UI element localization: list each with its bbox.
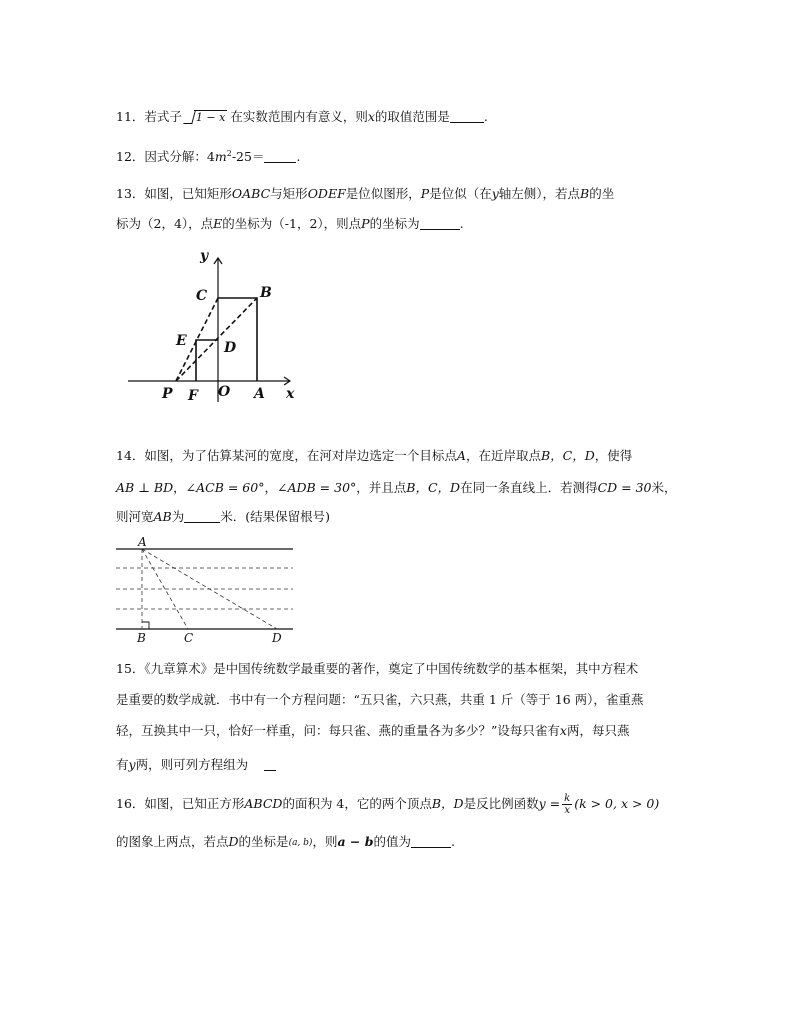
q13-text: 的坐标为（-1，2），则点 bbox=[222, 216, 362, 231]
points-bd: B，D bbox=[431, 796, 464, 811]
function-y: y = bbox=[538, 796, 561, 811]
q11-text: 11．若式子 bbox=[116, 109, 182, 124]
question-15-line-4 bbox=[116, 755, 276, 773]
q13-text: 轴左侧），若点 bbox=[498, 186, 581, 201]
q14-text: ，并且点 bbox=[356, 480, 407, 495]
q16-text: ，则 bbox=[312, 834, 338, 849]
q16-text: 的面积为 4，它的两个顶点 bbox=[282, 796, 432, 811]
q14-text: 米， bbox=[651, 480, 677, 495]
variable-x: x bbox=[367, 109, 375, 124]
point-p: P bbox=[361, 216, 370, 231]
square-abcd: ABCD bbox=[244, 796, 283, 811]
question-13-line-2 bbox=[116, 214, 464, 232]
q15-text: 有 bbox=[116, 757, 129, 772]
radicand: 1 − x bbox=[195, 111, 226, 124]
q14-text: ，在近岸取点 bbox=[465, 448, 541, 463]
question-16-line-1 bbox=[116, 793, 659, 816]
period: . bbox=[483, 109, 488, 124]
denominator: x bbox=[564, 805, 570, 816]
q15-text: 两，每只燕 bbox=[566, 723, 630, 738]
points-bcd: B，C，D bbox=[540, 448, 595, 463]
q16-text: 16．如图，已知正方形 bbox=[116, 796, 245, 811]
variable-x: x bbox=[559, 723, 567, 738]
label-f: F bbox=[188, 388, 198, 404]
q13-text: 与矩形 bbox=[270, 186, 308, 201]
domain-condition: (k > 0, x > 0) bbox=[574, 796, 660, 811]
label-a: A bbox=[138, 535, 147, 549]
coordinate-ab: (a, b) bbox=[288, 838, 313, 848]
answer-blank bbox=[411, 835, 451, 848]
question-15-line-2 bbox=[116, 690, 643, 708]
angle-adb: ∠ADB = 30° bbox=[276, 480, 357, 495]
variable-m: m bbox=[214, 149, 227, 164]
label-c: C bbox=[184, 631, 194, 645]
question-15-line-3 bbox=[116, 721, 629, 739]
q13-text: 的坐 bbox=[589, 186, 615, 201]
label-c: C bbox=[196, 288, 208, 304]
sqrt-expression bbox=[185, 109, 227, 124]
label-o: O bbox=[218, 384, 231, 400]
q11-text-mid: 在实数范围内有意义，则 bbox=[230, 109, 368, 124]
label-d: D bbox=[224, 340, 237, 356]
right-angle-mark bbox=[142, 622, 149, 629]
label-a: A bbox=[254, 386, 265, 402]
q15-text: 15．《九章算术》是中国传统数学最重要的著作，奠定了中国传统数学的基本框架，其中方程术 bbox=[116, 661, 639, 676]
period: . bbox=[459, 216, 464, 231]
question-14-line-3 bbox=[116, 507, 330, 525]
perpendicular-ab-bd: AB ⊥ BD bbox=[116, 480, 174, 495]
question-12 bbox=[116, 147, 300, 165]
q14-text: 在同一条直线上．若测得 bbox=[460, 480, 598, 495]
point-e: E bbox=[213, 216, 223, 231]
q14-text: 为 bbox=[171, 509, 185, 524]
label-b: B bbox=[137, 631, 146, 645]
q15-text: 轻，互换其中一只，恰好一样重，问：每只雀、燕的重量各为多少？”设每只雀有 bbox=[116, 723, 560, 738]
point-a: A bbox=[456, 448, 466, 463]
q16-text: 是反比例函数 bbox=[463, 796, 539, 811]
label-d: D bbox=[272, 631, 282, 645]
period: . bbox=[451, 834, 455, 849]
q11-text-suffix: 的取值范围是 bbox=[374, 109, 450, 124]
axis-y: y bbox=[491, 186, 499, 201]
question-14-line-1 bbox=[116, 446, 632, 464]
period: . bbox=[296, 149, 301, 164]
variable-y: y bbox=[128, 757, 136, 772]
question-11 bbox=[116, 107, 488, 125]
points-bcd: B，C，D bbox=[406, 480, 461, 495]
fraction-k-over-x bbox=[562, 793, 572, 816]
q14-text: 米．(结果保留根号) bbox=[220, 509, 331, 524]
q14-text: ， bbox=[264, 480, 277, 495]
q13-text: 标为（2，4），点 bbox=[116, 216, 214, 231]
q15-text: 两，则可列方程组为 bbox=[135, 757, 249, 772]
point-p: P bbox=[420, 186, 430, 201]
q14-text: 则河宽 bbox=[116, 509, 154, 524]
label-e: E bbox=[176, 333, 187, 349]
dashed-line-pb bbox=[176, 298, 257, 381]
question-15-line-1 bbox=[116, 659, 638, 677]
rect-odef: ODEF bbox=[307, 186, 346, 201]
q12-text-mid: -25＝ bbox=[231, 149, 265, 164]
point-d: D bbox=[228, 834, 239, 849]
question-13-line-1 bbox=[116, 184, 614, 202]
q13-text: 是位似（在 bbox=[429, 186, 492, 201]
rect-oabc: OABC bbox=[231, 186, 271, 201]
question-14-line-2 bbox=[116, 478, 677, 496]
angle-acb: ∠ACB = 60° bbox=[185, 480, 265, 495]
similar-rectangles-figure bbox=[124, 244, 302, 404]
segment-ab: AB bbox=[153, 509, 172, 524]
q12-text: 12．因式分解：4 bbox=[116, 149, 215, 164]
point-b: B bbox=[580, 186, 590, 201]
rectangle-odef bbox=[196, 340, 218, 381]
answer-blank bbox=[420, 217, 460, 230]
expression-a-minus-b: a − b bbox=[337, 834, 374, 849]
q16-text: 的值为 bbox=[373, 834, 411, 849]
q13-text: 13．如图，已知矩形 bbox=[116, 186, 232, 201]
exponent: 2 bbox=[226, 148, 232, 158]
q16-text: 的坐标是 bbox=[238, 834, 289, 849]
label-x: x bbox=[286, 386, 295, 402]
q13-text: 是位似图形， bbox=[345, 186, 421, 201]
q14-text: 14．如图，为了估算某河的宽度，在河对岸边选定一个目标点 bbox=[116, 448, 457, 463]
q15-text: 是重要的数学成就．书中有一个方程问题：“五只雀，六只燕，共重 1 斤（等于 16 两），雀重燕 bbox=[116, 692, 644, 707]
label-p: P bbox=[162, 386, 173, 402]
q14-text: ， bbox=[173, 480, 186, 495]
q16-text: 的图象上两点，若点 bbox=[116, 834, 229, 849]
question-16-line-2 bbox=[116, 832, 455, 850]
label-y: y bbox=[200, 248, 209, 264]
answer-blank bbox=[184, 510, 220, 523]
q13-text: 的坐标为 bbox=[369, 216, 420, 231]
answer-blank bbox=[264, 150, 296, 163]
length-cd: CD = 30 bbox=[597, 480, 652, 495]
river-width-figure bbox=[112, 534, 298, 646]
q14-text: ，使得 bbox=[594, 448, 633, 463]
label-b: B bbox=[260, 285, 272, 301]
numerator: k bbox=[564, 793, 571, 804]
answer-blank bbox=[450, 110, 484, 123]
answer-blank bbox=[264, 758, 276, 771]
